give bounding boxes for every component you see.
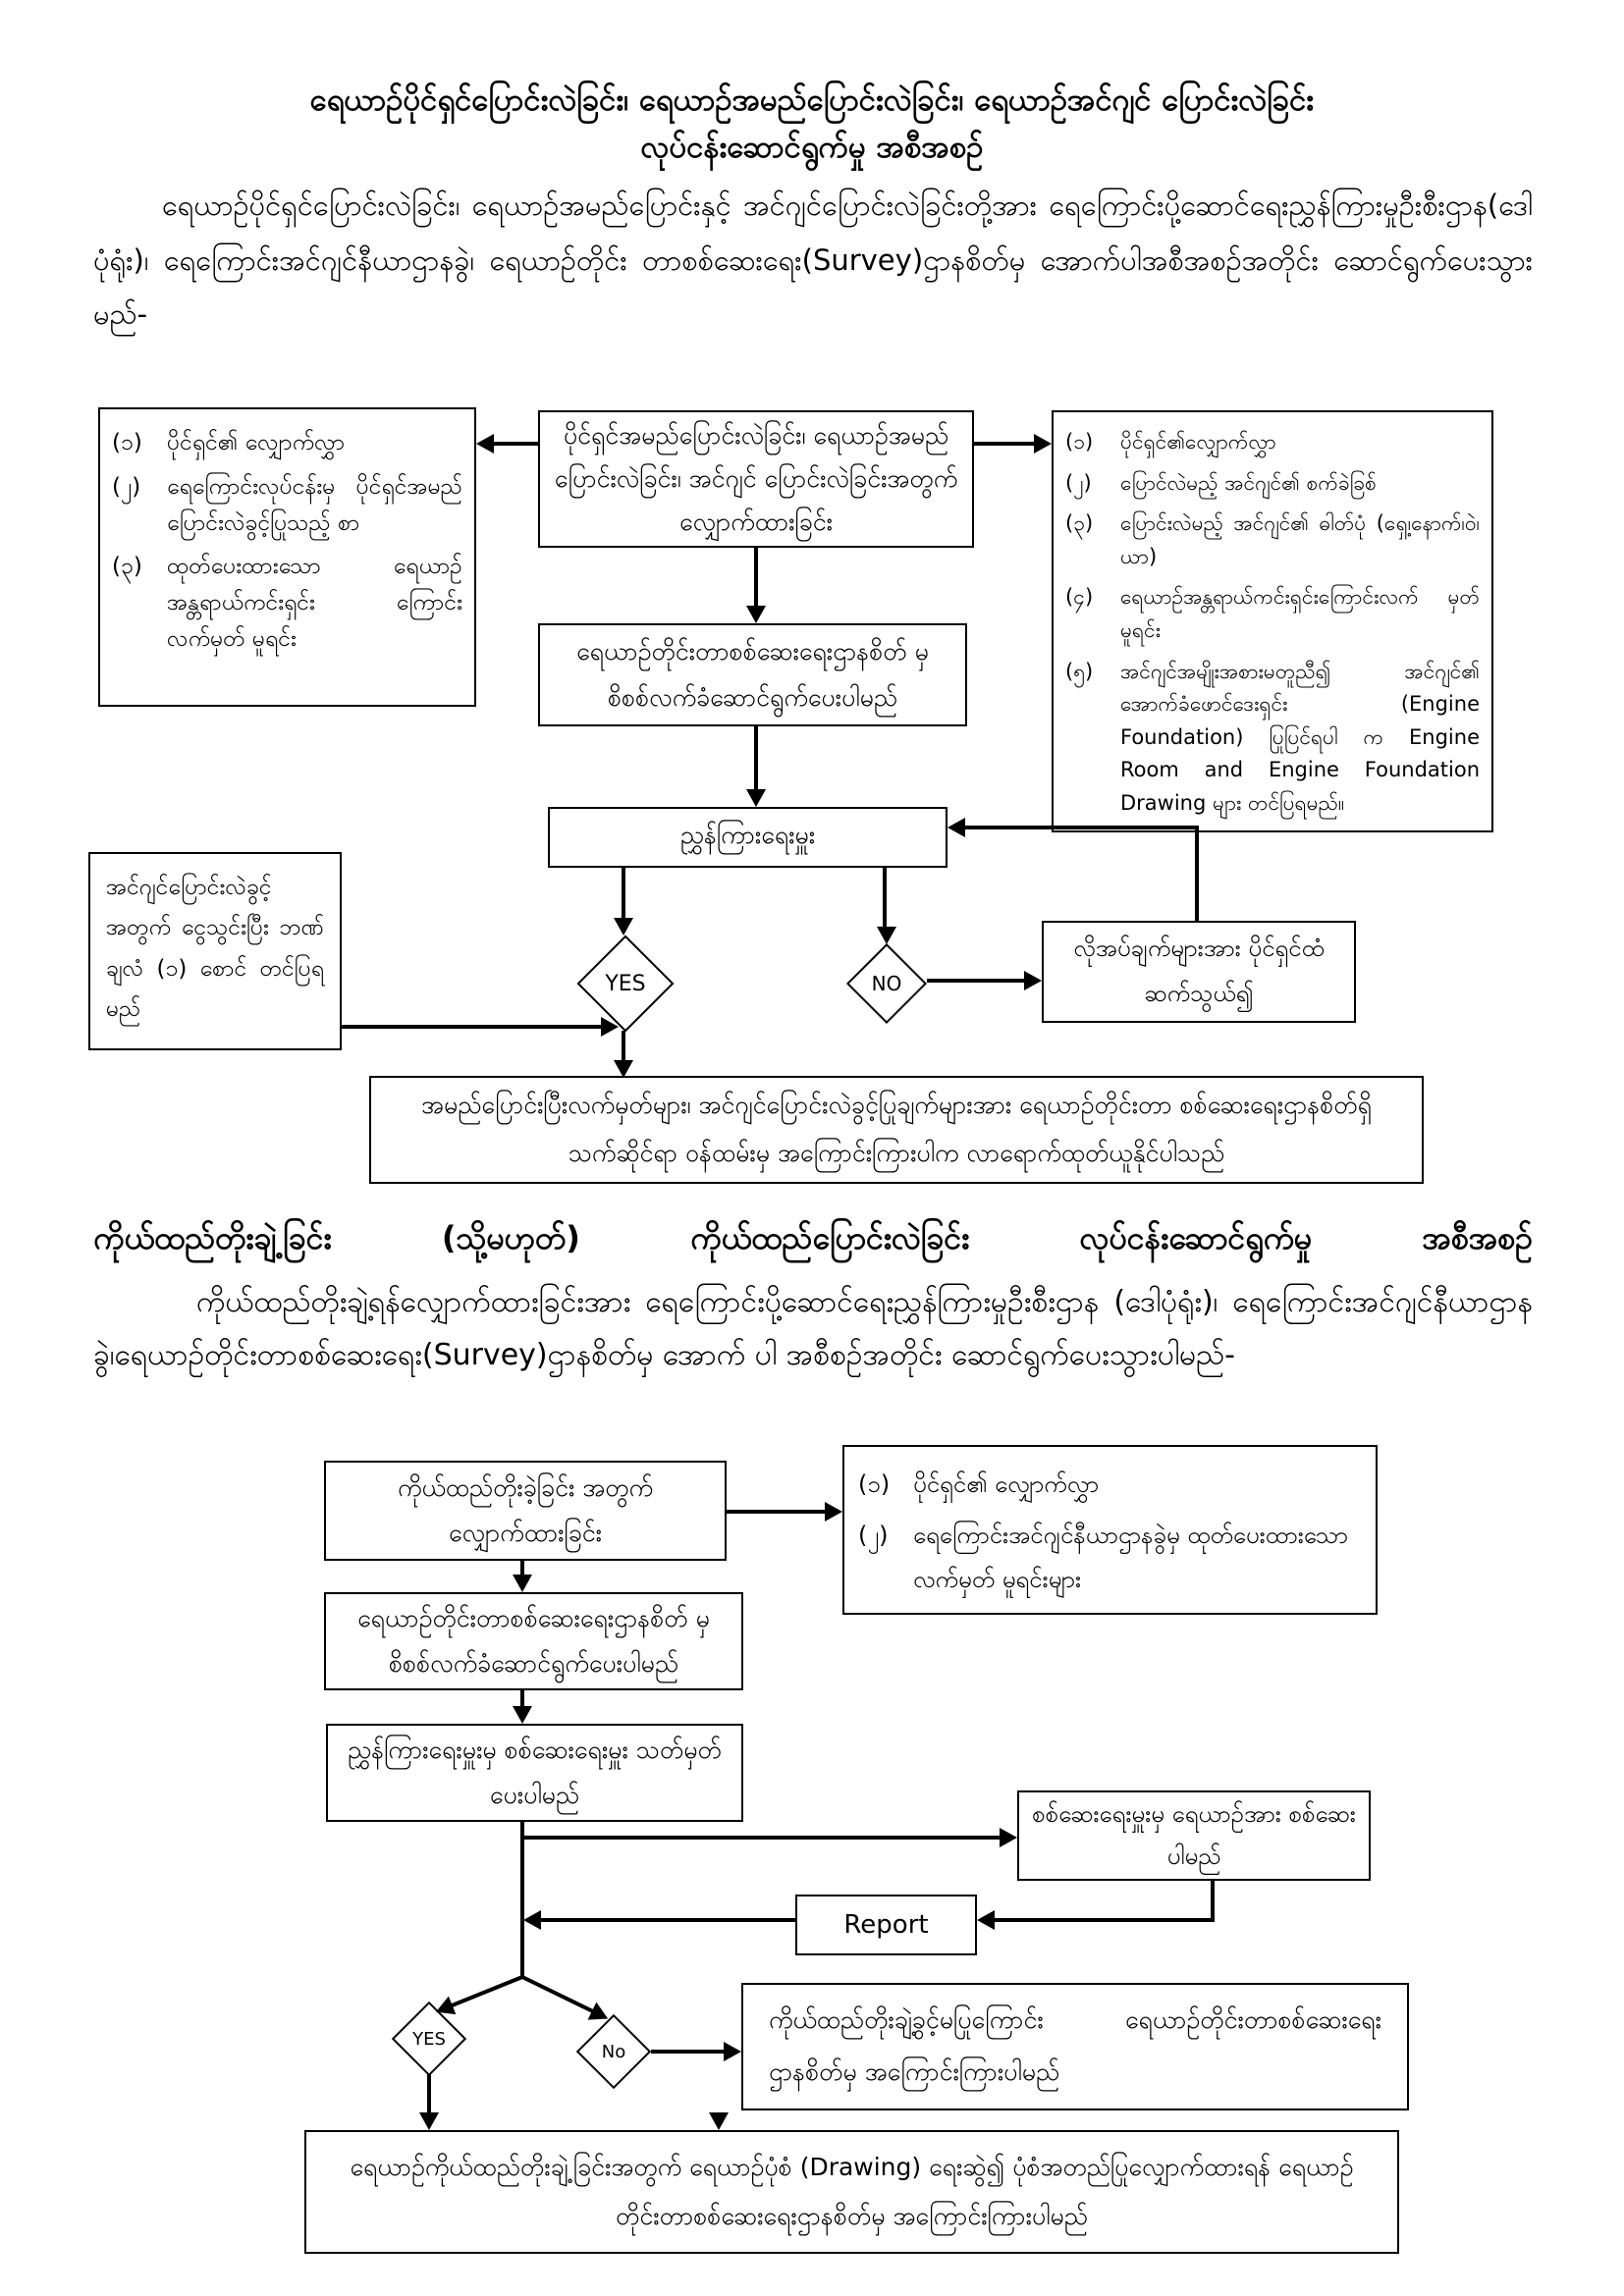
arrow-director-to-no: [883, 868, 887, 927]
owner-docs-box: [98, 407, 476, 707]
arrowhead-right: [724, 2042, 741, 2061]
director-assign-box: ညွှန်ကြားရေးမှူးမှ စစ်ဆေးရေးမှူး သတ်မှတ်ပေးပါမည်: [326, 1724, 743, 1822]
arrowhead-right: [1034, 434, 1052, 454]
report-box: Report: [795, 1895, 977, 1955]
arrowhead-down: [513, 1575, 532, 1592]
arrowhead-right: [825, 1502, 842, 1522]
bank-receipt-box: အင်ဂျင်ပြောင်းလဲခွင့် အတွက် ငွေသွင်းပြီး ဘဏ်ချလံ (၁) စောင် တင်ပြရ မည်: [88, 852, 342, 1050]
arrow-to-owner-docs: [494, 442, 538, 446]
survey-screening-box-2: ရေယာဉ်တိုင်းတာစစ်ဆေးရေးဌာနစိတ် မှ စိစစ်လက်ခံဆောင်ရွက်ပေးပါမည်: [324, 1592, 743, 1690]
section2-intro: ကိုယ်ထည်တိုးချဲ့ရန်လျှောက်ထားခြင်းအား ရေကြောင်းပို့ဆောင်ရေးညွှန်ကြားမှုဦးစီးဌာန (ဒေါပုံရုံး)၊ ရေကြောင်းအင်ဂျင်နီယာဌာနခွဲ၊ရေယာဉ်တိုင်းတာစစ်ဆေးရေး(Survey)ဌာနစိတ်မှ အောက် ပါ အစီစဉ်အတိုင်း ဆောင်ရွက်ပေးသွားပါမည်-: [93, 1285, 1533, 1372]
arrowhead-right: [1000, 1828, 1017, 1847]
list-item: (၄) ရေယာဉ်အန္တရာယ်ကင်းရှင်းကြောင်းလက် မှတ် မူရင်း: [1065, 585, 1480, 642]
yes-diamond: [591, 949, 660, 1018]
arrowhead-down: [513, 1706, 532, 1724]
arrowhead-down: [877, 927, 896, 944]
arrowhead-down: [614, 918, 633, 935]
required-docs-box: [842, 1445, 1378, 1615]
list-item: (၁) ပိုင်ရှင်၏ လျှောက်လွှာ: [858, 1470, 1100, 1498]
arrow-split-to-no: [521, 1975, 594, 2013]
feedback-line-horizontal: [965, 826, 1199, 829]
arrow-no-to-contact: [927, 979, 1024, 983]
arrowhead-left: [977, 1910, 995, 1930]
arrow-no-to-reject: [651, 2050, 724, 2054]
inspector-box: စစ်ဆေးရေးမှူးမှ ရေယာဉ်အား စစ်ဆေးပါမည်: [1017, 1790, 1371, 1881]
arrow-bank-to-flow: [342, 1025, 601, 1029]
page-title-line2: လုပ်ငန်းဆောင်ရွက်မှု အစီအစဉ်: [640, 130, 984, 165]
intro-paragraph: ရေယာဉ်ပိုင်ရှင်ပြောင်းလဲခြင်း၊ ရေယာဉ်အမည်ပြောင်းနှင့် အင်ဂျင်ပြောင်းလဲခြင်းတို့အား ရေကြောင်းပို့ဆောင်ရေးညွှန်ကြားမှုဦးစီးဌာန(ဒေါပုံရုံး)၊ ရေကြောင်းအင်ဂျင်နီယာဌာနခွဲ၊ ရေယာဉ်တိုင်း တာစစ်ဆေးရေး(Survey)ဌာနစိတ်မှ အောက်ပါအစီအစဉ်အတိုင်း ဆောင်ရွက်ပေးသွားမည်-: [93, 188, 1533, 332]
no-diamond: [858, 955, 915, 1012]
arrowhead-right: [1024, 971, 1042, 990]
arrow-to-engine-docs: [974, 442, 1034, 446]
inspector-down-line: [1211, 1881, 1215, 1922]
list-item: (၃) ပြောင်းလဲမည့် အင်ဂျင်၏ ဓါတ်ပုံ (ရှေ့၊နောက်၊ဝဲ၊ယာ): [1065, 511, 1480, 568]
arrow-inspector-to-report: [995, 1918, 1213, 1922]
list-item: (၅) အင်ဂျင်အမျိုးအစားမတူညီ၍ အင်ဂျင်၏ အောက်ခံဖောင်ဒေးရှင်း (Engine Foundation) ပြုပြင်ရပါ က Engine Room and Engine Foundation Drawing များ တင်ပြရမည်။: [1065, 659, 1480, 815]
list-item: (၁) ပိုင်ရှင်၏လျှောက်လွှာ: [1065, 430, 1276, 454]
hull-application-box: ကိုယ်ထည်တိုးခဲ့ခြင်း အတွက် လျှောက်ထားခြင်း: [324, 1461, 727, 1561]
arrow-yes-to-approval: [427, 2074, 431, 2112]
list-item: (၃) ထုတ်ပေးထားသော ရေယာဉ်အန္တရာယ်ကင်းရှင်း ကြောင်းလက်မှတ် မူရင်း: [112, 554, 462, 652]
director-box: ညွှန်ကြားရေးမှူး: [548, 807, 947, 868]
arrow-split-to-yes: [451, 1975, 523, 2007]
arrowhead-down: [746, 789, 766, 807]
arrow-survey-to-director-2: [520, 1690, 524, 1706]
arrowhead-reject-to-approval: [709, 2112, 729, 2130]
page-title-line1: ရေယာဉ်ပိုင်ရှင်ပြောင်းလဲခြင်း၊ ရေယာဉ်အမည်ပြောင်းလဲခြင်း၊ ရေယာဉ်အင်ဂျင် ပြောင်းလဲခြင်း: [309, 82, 1315, 118]
arrow-survey-to-director: [754, 726, 758, 789]
arrowhead-left: [523, 1910, 541, 1930]
yes-diamond-2: [403, 2012, 456, 2065]
arrowhead-left: [947, 818, 965, 837]
drawing-approval-box: ရေယာဉ်ကိုယ်ထည်တိုးချဲ့ခြင်းအတွက် ရေယာဉ်ပုံစံ (Drawing) ရေးဆွဲ၍ ပုံစံအတည်ပြုလျှောက်ထားရန် ရေယာဉ်တိုင်းတာစစ်ဆေးရေးဌာနစိတ်မှ အကြောင်းကြားပါမည်: [304, 2130, 1399, 2254]
arrow-director-to-yes: [622, 868, 625, 918]
arrowhead-down: [614, 1060, 633, 1078]
engine-docs-box: [1052, 410, 1493, 832]
yes-label-2: YES: [412, 2028, 446, 2050]
feedback-line-vertical: [1195, 828, 1199, 921]
yes-label: YES: [605, 971, 646, 996]
list-item: (၂) ရေကြောင်းလုပ်ငန်းမှ ပိုင်ရှင်အမည်ပြောင်းလဲခွင့်ပြုသည့် စာ: [112, 473, 462, 536]
arrowhead-right: [601, 1017, 619, 1037]
survey-screening-box: ရေယာဉ်တိုင်းတာစစ်ဆေးရေးဌာနစိတ် မှ စိစစ်လက်ခံဆောင်ရွက်ပေးပါမည်: [538, 623, 967, 726]
no-diamond-2: [587, 2025, 640, 2078]
arrow-report-to-spine: [541, 1918, 795, 1922]
no-label: NO: [871, 972, 902, 995]
list-item: (၂) ရေကြောင်းအင်ဂျင်နီယာဌာနခွဲမှ ထုတ်ပေးထားသော လက်မှတ် မူရင်းများ: [858, 1522, 1349, 1593]
section2-title: ကိုယ်ထည်တိုးချဲ့ခြင်း (သို့မဟုတ်) ကိုယ်ထည်ပြောင်းလဲခြင်း လုပ်ငန်းဆောင်ရွက်မှု အစီအစဉ်: [93, 1219, 1533, 1256]
arrow-yes-to-result: [622, 1031, 625, 1060]
arrow-application-to-survey: [754, 548, 758, 606]
arrowhead-down: [419, 2112, 439, 2130]
arrow-application-to-survey-2: [520, 1561, 524, 1575]
arrowhead-left: [476, 434, 494, 454]
main-spine-line: [520, 1822, 524, 1979]
list-item: (၁) ပိုင်ရှင်၏ လျှောက်လွှာ: [112, 430, 346, 455]
arrow-to-inspector: [524, 1836, 1000, 1840]
arrowhead-down: [746, 606, 766, 623]
application-box: ပိုင်ရှင်အမည်ပြောင်းလဲခြင်း၊ ရေယာဉ်အမည်ပြောင်းလဲခြင်း၊ အင်ဂျင် ပြောင်းလဲခြင်းအတွက် လျှောက်ထားခြင်း: [538, 410, 974, 548]
collection-notice-box: အမည်ပြောင်းပြီးလက်မှတ်များ၊ အင်ဂျင်ပြောင်းလဲခွင့်ပြုချက်များအား ရေယာဉ်တိုင်းတာ စစ်ဆေးရေးဌာနစိတ်ရှိ သက်ဆိုင်ရာ ဝန်ထမ်းမှ အကြောင်းကြားပါက လာရောက်ထုတ်ယူနိုင်ပါသည်: [369, 1076, 1424, 1184]
list-item: (၂) ပြောင်လဲမည့် အင်ဂျင်၏ စက်ခဲခြစ်: [1065, 470, 1377, 495]
arrow-application-to-docs: [727, 1510, 825, 1514]
no-label-2: No: [601, 2041, 626, 2062]
contact-owner-box: လိုအပ်ချက်များအား ပိုင်ရှင်ထံ ဆက်သွယ်၍: [1042, 921, 1356, 1023]
reject-notice-box: ကိုယ်ထည်တိုးချဲ့ခွင့်မပြုကြောင်း ရေယာဉ်တိုင်းတာစစ်ဆေးရေးဌာနစိတ်မှ အကြောင်းကြားပါမည်: [741, 1983, 1409, 2110]
